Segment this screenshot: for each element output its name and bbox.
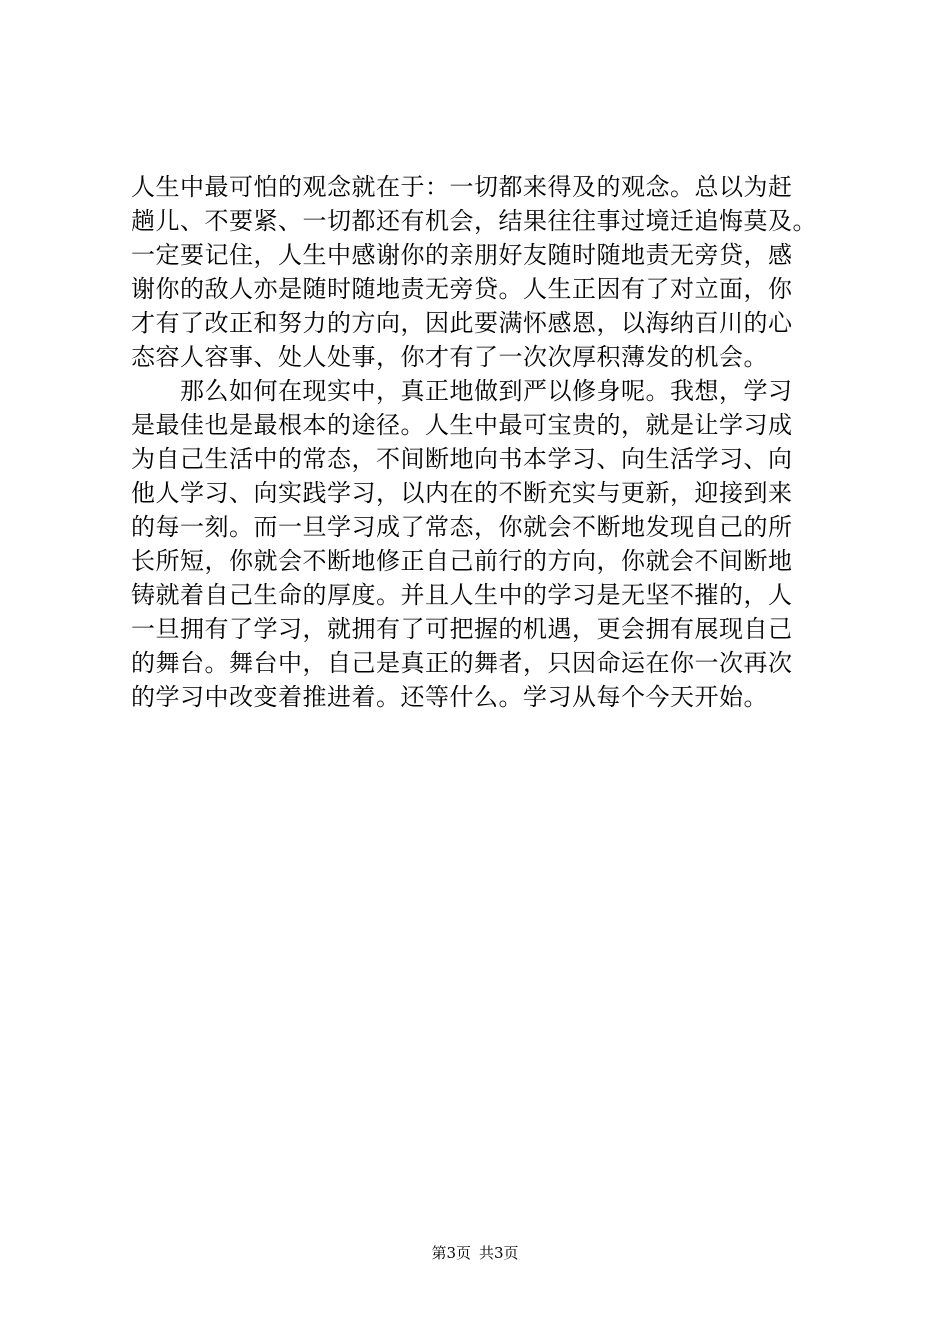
text-line: 谢你的敌人亦是随时随地责无旁贷。人生正因有了对立面，你 [131,275,793,303]
text-line: 一旦拥有了学习，就拥有了可把握的机遇，更会拥有展现自己 [131,615,793,643]
page-total: 共3页 [479,1244,519,1262]
page-number: 第3页 [431,1244,471,1262]
text-line: 态容人容事、处人处事，你才有了一次次厚积薄发的机会。 [131,343,768,371]
text-line: 的每一刻。而一旦学习成了常态，你就会不断地发现自己的所 [131,513,793,541]
body-text [131,170,831,714]
text-line: 他人学习、向实践学习，以内在的不断充实与更新，迎接到来 [131,479,793,507]
text-line: 那么如何在现实中，真正地做到严以修身呢。我想，学习 [131,377,793,405]
text-line: 为自己生活中的常态，不间断地向书本学习、向生活学习、向 [131,445,793,473]
text-line: 的舞台。舞台中，自己是真正的舞者，只因命运在你一次再次 [131,649,793,677]
text-line: 一定要记住，人生中感谢你的亲朋好友随时随地责无旁贷，感 [131,241,793,269]
text-line: 的学习中改变着推进着。还等什么。学习从每个今天开始。 [131,683,768,711]
page-footer [0,1243,950,1263]
text-line: 趟儿、不要紧、一切都还有机会，结果往往事过境迁追悔莫及。 [131,207,817,235]
text-line: 人生中最可怕的观念就在于：一切都来得及的观念。总以为赶 [131,173,793,201]
text-line: 铸就着自己生命的厚度。并且人生中的学习是无坚不摧的，人 [131,581,793,609]
text-line: 是最佳也是最根本的途径。人生中最可宝贵的，就是让学习成 [131,411,793,439]
text-line: 才有了改正和努力的方向，因此要满怀感恩，以海纳百川的心 [131,309,793,337]
text-line: 长所短，你就会不断地修正自己前行的方向，你就会不间断地 [131,547,793,575]
